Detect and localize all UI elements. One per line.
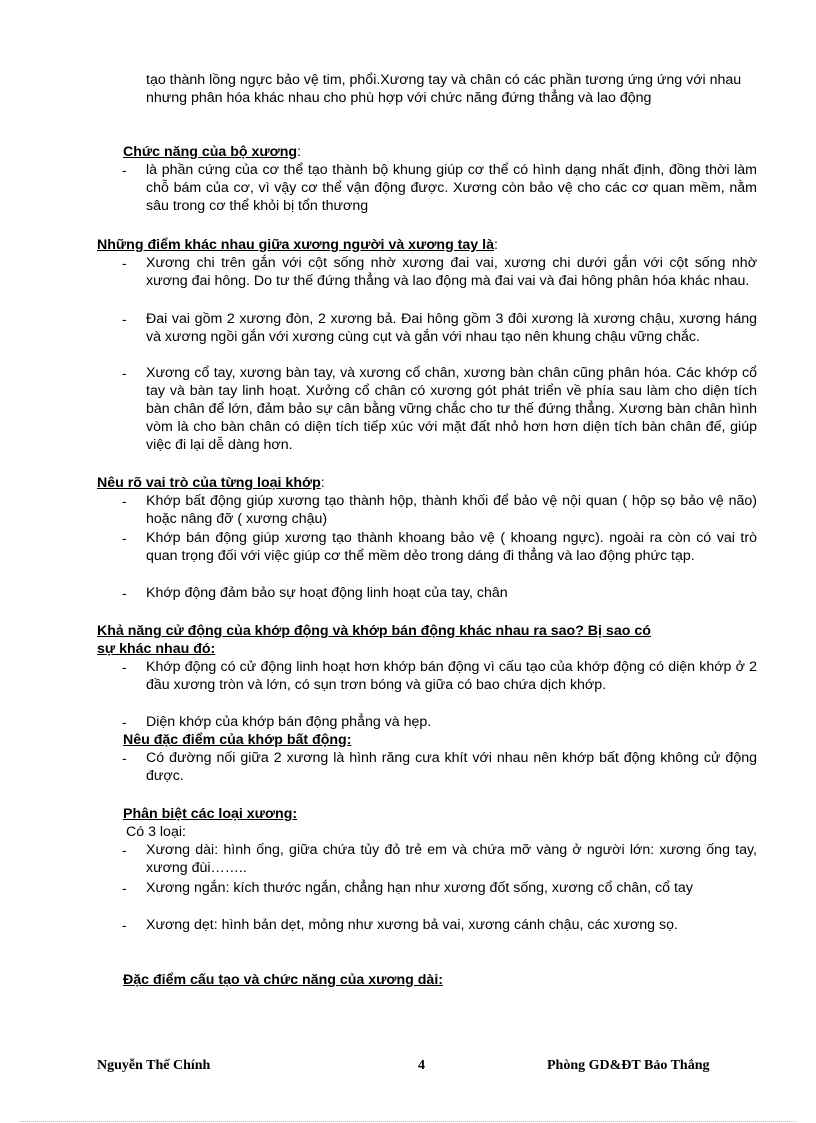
- bullet-dash: -: [122, 255, 127, 271]
- list-item: Khớp động có cử động linh hoạt hơn khớp bán động vì cấu tạo của khớp động có diện khớp ở 2 đầu xương tròn và lớn, có sụn trơn bóng và giữa có bao chứa dịch khớp.: [146, 659, 757, 693]
- list-item: Khớp bán động giúp xương tạo thành khoang bảo vệ ( khoang ngực). ngoài ra còn có vai trò quan trọng đối với việc giúp cơ thể mềm dẻo trong dáng đi thẳng và lao động phức tạp.: [146, 530, 757, 564]
- bullet-dash: -: [122, 842, 127, 858]
- footer-author: Nguyễn Thế Chính: [97, 1058, 211, 1073]
- list-item: Xương cổ tay, xương bàn tay, và xương cổ chân, xương bàn chân cũng phân hóa. Các khớp cổ tay và bàn tay linh hoạt. Xưởng cổ chân có xương gót phát triển về phía sau làm cho diện tích bàn chân để lớn, đảm bảo sự cân bằng vững chắc cho tư thế đứng thẳng. Xương bàn chân hình vòm là cho bàn chân có diện tích tiếp xúc với mặt đất nhỏ hơn hơn diện tích bàn chân đế, giúp việc đi lại dễ dàng hơn.: [146, 365, 757, 453]
- bullet-dash: -: [122, 917, 127, 933]
- intro-paragraph: tạo thành lồng ngực bảo vệ tim, phổi.Xương tay và chân có các phần tương ứng ứng với nhau nhưng phân hóa khác nhau cho phù hợp với chức năng đứng thẳng và lao động: [146, 72, 742, 106]
- bullet-dash: -: [122, 311, 127, 327]
- footer-office: Phòng GD&ĐT Bảo Thắng: [547, 1058, 710, 1073]
- bullet-dash: -: [122, 493, 127, 509]
- list-item: Xương ngắn: kích thước ngắn, chẳng hạn như xương đốt sống, xương cổ chân, cổ tay: [146, 880, 693, 896]
- footer-page-number: 4: [418, 1058, 425, 1073]
- heading-colon: :: [493, 237, 498, 253]
- heading-text: Nêu rõ vai trò của từng loại khớp: [97, 475, 321, 491]
- bullet-dash: -: [122, 365, 127, 381]
- bullet-dash: -: [122, 880, 127, 896]
- bullet-dash: -: [122, 659, 127, 675]
- bullet-dash: -: [122, 714, 127, 730]
- heading-text: Những điểm khác nhau giữa xương người và xương tay là: [97, 237, 494, 253]
- bullet-dash: -: [122, 530, 127, 546]
- list-item: Xương dẹt: hình bản dẹt, mỏng như xương bả vai, xương cánh chậu, các xương sọ.: [146, 917, 678, 933]
- list-item: Xương chi trên gắn với cột sống nhờ xương đai vai, xương chi dưới gắn với cột sống nhờ xương đai hông. Do tư thế đứng thẳng và lao động mà đai vai và đai hông phân hóa khác nhau.: [146, 255, 757, 289]
- section-heading-bat-dong: Nêu đặc điểm của khớp bất động:: [123, 732, 352, 748]
- section-subtext: Có 3 loại:: [126, 824, 186, 840]
- list-item: Khớp bất động giúp xương tạo thành hộp, thành khối để bảo vệ nội quan ( hộp sọ bảo vệ não) hoặc nâng đỡ ( xương chậu): [146, 493, 757, 527]
- heading-line-1: Khả năng cử động của khớp động và khớp bán động khác nhau ra sao? Bị sao có: [97, 623, 651, 639]
- list-item: Đai vai gồm 2 xương đòn, 2 xương bả. Đai hông gồm 3 đôi xương là xương chậu, xương háng và xương ngồi gắn với xương cùng cụt và gắn với nhau tạo nên khung chậu vững chắc.: [146, 311, 757, 345]
- bullet-dash: -: [122, 162, 127, 178]
- bullet-dash: -: [122, 585, 127, 601]
- list-item: là phần cứng của cơ thể tạo thành bộ khung giúp cơ thể có hình dạng nhất định, đồng thời làm chỗ bám của cơ, vì vậy cơ thể vận động được. Xương còn bảo vệ cho các cơ quan mềm, nằm sâu trong cơ thể khỏi bị tổn thương: [146, 162, 757, 214]
- section-heading-xuong-dai: Đặc điểm cấu tạo và chức năng của xương dài:: [123, 972, 443, 988]
- list-item: Diện khớp của khớp bán động phẳng và hẹp.: [146, 714, 432, 730]
- heading-line-2: sự khác nhau đó:: [97, 641, 216, 657]
- list-item: Khớp động đảm bảo sự hoạt động linh hoạt của tay, chân: [146, 585, 508, 601]
- section-heading-phan-biet: Phân biệt các loại xương:: [123, 806, 298, 822]
- heading-colon: :: [320, 475, 325, 491]
- bullet-dash: -: [122, 750, 127, 766]
- heading-text: Chức năng của bộ xương: [123, 144, 298, 160]
- section-heading-khac-nhau: [97, 236, 498, 254]
- page-bottom-divider: [20, 1121, 796, 1122]
- list-item: Có đường nối giữa 2 xương là hình răng cưa khít với nhau nên khớp bất động không cử động được.: [146, 750, 757, 784]
- heading-colon: :: [297, 144, 302, 160]
- section-heading-chuc-nang: [123, 143, 301, 161]
- list-item: Xương dài: hình ống, giữa chứa tủy đỏ trẻ em và chứa mỡ vàng ở người lớn: xương ống tay, xương đùi……..: [146, 842, 757, 876]
- section-heading-vai-tro: [97, 474, 325, 492]
- section-heading-cu-dong: [97, 622, 762, 658]
